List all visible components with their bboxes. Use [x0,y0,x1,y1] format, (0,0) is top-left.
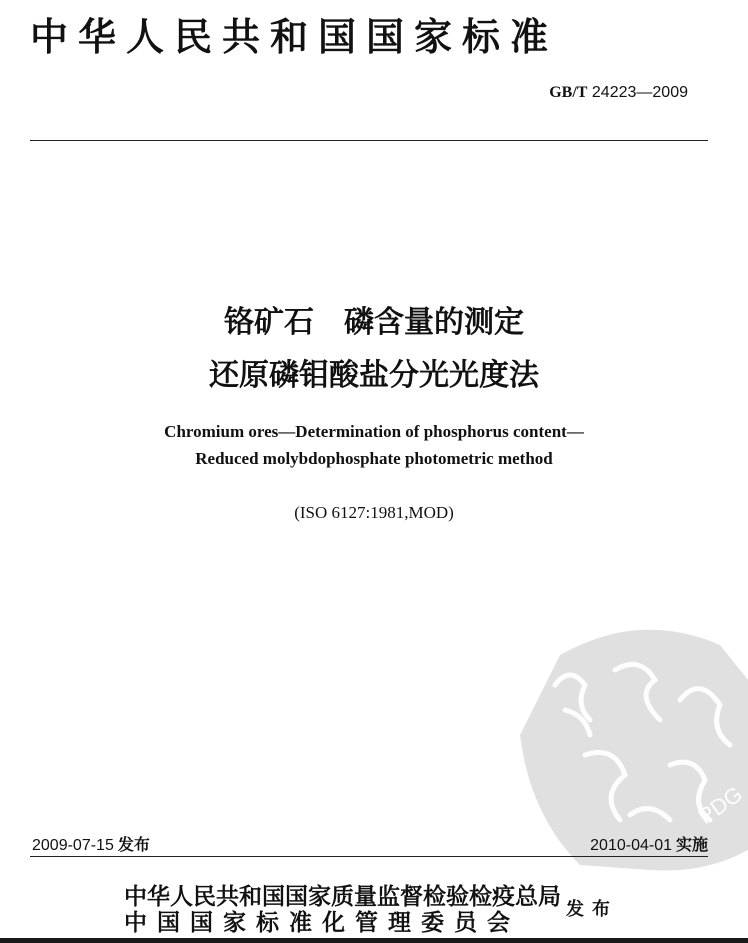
seal-text: PDG [693,781,747,830]
issue-date-row [32,832,150,855]
issuer-line1: 中华人民共和国国家质量监督检验检疫总局 [124,884,561,910]
chinese-title-line1: 铬矿石 磷含量的测定 [224,305,524,340]
implementation-label: 实施 [675,835,708,854]
page-bottom-edge [0,938,748,943]
standard-number-value: 24223—2009 [591,84,688,101]
issuer-line2: 中国国家标准化管理委员会 [124,910,520,936]
english-title-line2: Reduced molybdophosphate photometric method [195,449,553,468]
issue-word: 发布 [566,899,618,920]
standard-code: GB/T [549,84,588,101]
implementation-date-row [590,832,708,855]
iso-reference: (ISO 6127:1981,MOD) [294,503,454,522]
implementation-date: 2010-04-01 [590,837,672,854]
header-divider [30,140,708,141]
standard-number [549,84,688,102]
issue-date: 2009-07-15 [32,837,114,854]
chinese-title-line2: 还原磷钼酸盐分光光度法 [209,358,539,393]
national-standard-title: 中华人民共和国国家标准 [30,14,559,59]
english-title-line1: Chromium ores—Determination of phosphorus content— [164,422,584,441]
footer-divider [30,856,708,857]
issue-label: 发布 [117,835,150,854]
